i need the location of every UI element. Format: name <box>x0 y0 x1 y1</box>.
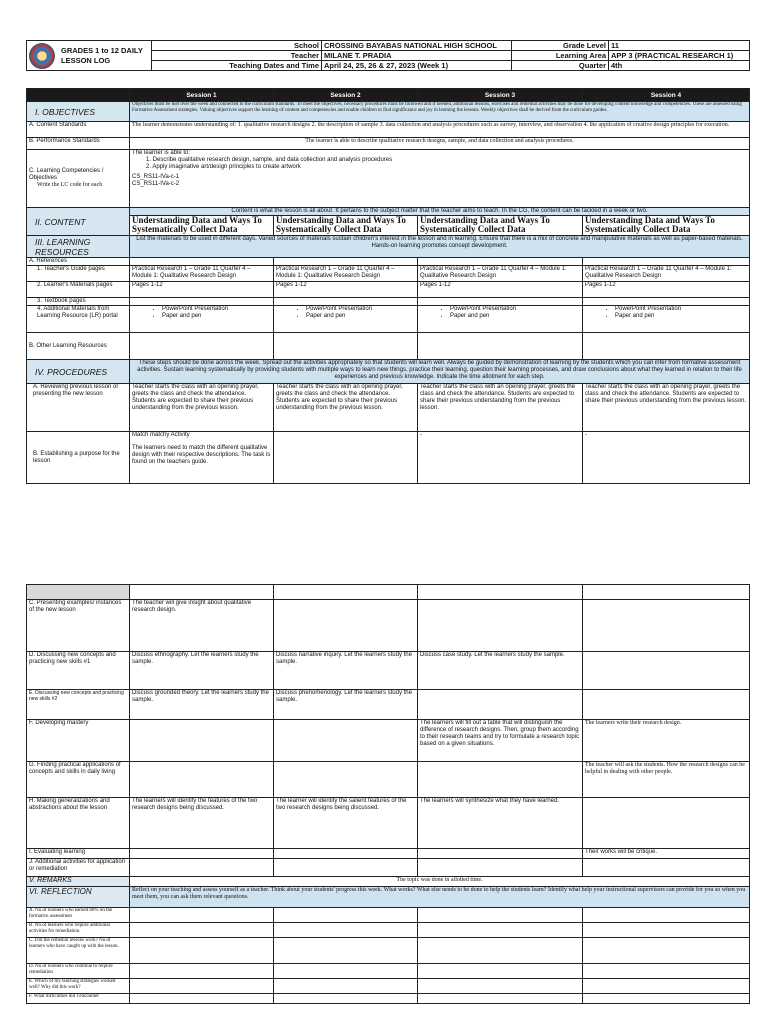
discussing-1-session-3: Discuss case study. Let the learners study the sample. <box>418 652 583 690</box>
reflection-q-b: B. No.of learners who require additional activities for remediation. <box>27 923 130 938</box>
teacher-label: Teacher <box>152 51 322 61</box>
competencies-text-cell <box>130 150 750 208</box>
additional-materials-session-1: • PowerPoint Presentation • Paper and pen <box>130 306 274 333</box>
competencies-intro: The learner is able to: <box>132 150 191 156</box>
discussing-1-label: D. Discussing new concepts and practicing new skills #1 <box>27 652 130 690</box>
school-value: CROSSING BAYABAS NATIONAL HIGH SCHOOL <box>322 41 512 51</box>
learners-materials-session-2: Pages 1-12 <box>274 282 418 298</box>
form-title-line2: LESSON LOG <box>61 55 111 65</box>
presenting-examples-label: C. Presenting examples/ instances of the new lesson <box>27 600 130 652</box>
remarks-heading: V. REMARKS <box>27 877 130 887</box>
discussing-1-session-2: Discuss narrative inquiry. Let the learners study the sample. <box>274 652 418 690</box>
learners-materials-label: 2. Learner's Materials pages <box>27 282 130 298</box>
dates-label: Teaching Dates and Time <box>152 61 322 71</box>
developing-mastery-session-4: The learners write their research design. <box>583 720 750 762</box>
objectives-heading: I. OBJECTIVES <box>27 102 130 122</box>
quarter-value: 4th <box>609 61 750 71</box>
teachers-guide-session-1: Practical Research 1 – Grade 11 Quarter 4 – Module 1: Qualitative Research Design <box>130 266 274 282</box>
header-title-cell <box>27 41 152 71</box>
reflection-q-e: E. Which of my teaching strategies worked well? Why did this work? <box>27 979 130 994</box>
procedures-note: These steps should be done across the week. Spread out the activities appropriately so that students will learn well. Always be guided by demonstration of learning by the students which you can infer from formative assessment activities. Sustain learning systematically by providing students with multiple ways to learn new things, practice their learning, question their learning processes, and draw conclusions about what they learned in relation to their life experiences and previous knowledge. Indicate the time allotment for each step. <box>130 360 750 384</box>
objectives-note: Objectives must be met over the week and connected to the curriculum standards. To meet the objectives, necessary procedures must be followed and if needed, additional lessons, exercises and remedial activities may be done for developing content knowledge and competencies. These are assessed using Formative Assessment strategies. Valuing objectives support the learning of content and competencies and enable children to find significance and joy in learning the lessons. Weekly objectives shall be derived from the curriculum guides. <box>130 102 750 122</box>
grade-level-label: Grade Level <box>512 41 609 51</box>
reviewing-session-1: Teacher starts the class with an opening prayer, greets the class and check the attendance. Students are expected to share their previous understanding from the previous lesson. <box>130 384 274 432</box>
learners-materials-session-4: Pages 1-12 <box>583 282 750 298</box>
references-label: A. References <box>27 258 130 266</box>
lesson-log-page-2 <box>26 584 749 1004</box>
deped-seal-icon <box>29 43 55 69</box>
reviewing-session-3: Teacher starts the class with an opening prayer, greets the class and check the attendance. Students are expected to share their previous understanding from the previous lesson. <box>418 384 583 432</box>
dates-value: April 24, 25, 26 & 27, 2023 (Week 1) <box>322 61 512 71</box>
competencies-label: C. Learning Competencies / Objectives <box>29 168 104 181</box>
topic-session-3: Understanding Data and Ways To Systematically Collect Data <box>418 216 583 236</box>
additional-activities-label: J. Additional activities for application or remediation <box>27 859 130 877</box>
topic-session-1: Understanding Data and Ways To Systematically Collect Data <box>130 216 274 236</box>
procedures-heading: IV. PROCEDURES <box>27 360 130 384</box>
performance-standards-text: The learner is able to describe qualitative research designs, sample, and data collection and analysis procedures. <box>130 138 750 150</box>
grade-level-value: 11 <box>609 41 750 51</box>
practical-applications-label: G. Finding practical applications of concepts and skills in daily living <box>27 762 130 798</box>
learning-resources-note: List the materials to be used in different days. Varied sources of materials sustain children's interest in the lesson and in learning. Ensure that there is a mix of concrete and manipulative materials as well as paper-based materials. Hands-on learning promotes concept development. <box>130 236 750 258</box>
form-title-line1: GRADES 1 to 12 DAILY <box>61 45 143 55</box>
learners-materials-session-3: Pages 1-12 <box>418 282 583 298</box>
performance-standards-label: B. Performance Standards <box>27 138 130 150</box>
purpose-session-3: - <box>418 432 583 484</box>
session-1-header: Session 1 <box>130 89 274 102</box>
developing-mastery-session-3: The learners will fill out a table that will distinguish the difference of research designs. Then, group them according to their research teams and try to formulate a research topic based on a given situations. <box>418 720 583 762</box>
lesson-log-page-1 <box>26 40 749 484</box>
discussing-1-session-1: Discuss ethnography. Let the learners study the sample. <box>130 652 274 690</box>
reflection-q-f: F. What difficulties did I encounter <box>27 994 130 1004</box>
discussing-2-label: E. Discussing new concepts and practicing new skills #2 <box>27 690 130 720</box>
competency-code-2: CS_RS11-IVa-c-2 <box>132 181 180 187</box>
reflection-heading: VI. REFLECTION <box>27 887 130 908</box>
generalizations-session-3: The learners will synthesize what they have learned. <box>418 798 583 849</box>
session-4-header: Session 4 <box>583 89 750 102</box>
discussing-2-session-2: Discuss phenomenology. Let the learners study the sample. <box>274 690 418 720</box>
additional-materials-session-2: • PowerPoint Presentation • Paper and pen <box>274 306 418 333</box>
competency-2: 2. Apply imaginative art/design principles to create artwork <box>146 164 301 170</box>
purpose-session-4: - <box>583 432 750 484</box>
topic-session-4: Understanding Data and Ways To Systematically Collect Data <box>583 216 750 236</box>
competency-1: 1. Describe qualitative research design, sample, and data collection and analysis procedures <box>146 157 393 163</box>
reviewing-session-4: Teacher starts the class with an opening prayer, greets the class and check the attendance. Students are expected to share their previous understanding from the previous lesson. <box>583 384 750 432</box>
school-label: School <box>152 41 322 51</box>
learners-materials-session-1: Pages 1-12 <box>130 282 274 298</box>
remarks-text: The topic was done in allotted time. <box>130 877 750 887</box>
additional-materials-session-4: • PowerPoint Presentation • Paper and pen <box>583 306 750 333</box>
presenting-examples-session-1: The teacher will give insight about qualitative research design. <box>130 600 274 652</box>
learning-area-label: Learning Area <box>512 51 609 61</box>
reflection-note: Reflect on your teaching and assess yourself as a teacher. Think about your students' progress this week. What works? What else needs to be done to help the students learn? Identify what help your instructional supervisors can provide for you so when you meet them, you can ask them relevant questions. <box>130 887 750 908</box>
other-resources-label: B. Other Learning Resources <box>27 333 130 360</box>
content-note: Content is what the lesson is all about. It pertains to the subject matter that the teacher aims to teach. In the CG, the content can be tackled in a week or two. <box>130 208 750 216</box>
teacher-value: MILANE T. PRADIA <box>322 51 512 61</box>
content-standards-label: A. Content Standards <box>27 122 130 138</box>
purpose-label: B. Establishing a purpose for the lesson <box>27 432 130 484</box>
main-table-1 <box>26 88 750 484</box>
purpose-session-1: Match matchy Activity The learners need to match the different qualitative design with their respective descriptions. The task is found on the teachers guide. <box>130 432 274 484</box>
competency-code-1: CS_RS11-IVa-c-1 <box>132 174 180 180</box>
teachers-guide-session-2: Practical Research 1 – Grade 11 Quarter 4 – Module 1: Qualitative Research Design <box>274 266 418 282</box>
reflection-q-a: A. No.of learners who earned 80% on the formative assessment <box>27 908 130 923</box>
reviewing-session-2: Teacher starts the class with an opening prayer, greets the class and check the attendance. Students are expected to share their previous understanding from the previous lesson. <box>274 384 418 432</box>
practical-applications-session-4: The teacher will ask the students. How the research designs can be helpful in dealing with other people. <box>583 762 750 798</box>
teachers-guide-session-3: Practical Research 1 – Grade 11 Quarter 4 – Module 1: Qualitative Research Design <box>418 266 583 282</box>
session-2-header: Session 2 <box>274 89 418 102</box>
additional-materials-label: 4. Additional Materials from Learning Resource (LR) portal <box>27 306 130 333</box>
competencies-sublabel: Write the LC code for each <box>37 182 103 188</box>
reflection-q-c: C. Did the remedial lessons work? No.of learners who have caught up with the lesson. <box>27 938 130 964</box>
teachers-guide-label: 1. Teacher's Guide pages <box>27 266 130 282</box>
topic-session-2: Understanding Data and Ways To Systematically Collect Data <box>274 216 418 236</box>
evaluating-session-4: Their works will be critique. <box>583 849 750 859</box>
textbook-label: 3. Textbook pages <box>27 298 130 306</box>
generalizations-label: H. Making generalizations and abstractions about the lesson <box>27 798 130 849</box>
main-table-2 <box>26 584 750 1004</box>
evaluating-label: I. Evaluating learning <box>27 849 130 859</box>
developing-mastery-label: F. Developing mastery <box>27 720 130 762</box>
discussing-2-session-1: Discuss grounded theory. Let the learners study the sample. <box>130 690 274 720</box>
content-standards-text: The learner demonstrates understanding of: 1. qualitative research designs 2. the description of sample 3. data collection and analysis procedures such as survey, interview, and observation 4. the application of creative design principles for execution. <box>130 122 750 138</box>
learning-area-value: APP 3 (PRACTICAL RESEARCH 1) <box>609 51 750 61</box>
competencies-cell <box>27 150 130 208</box>
quarter-label: Quarter <box>512 61 609 71</box>
content-heading: II. CONTENT <box>27 208 130 236</box>
generalizations-session-2: The learner will identify the salient features of the two research designs being discussed. <box>274 798 418 849</box>
teachers-guide-session-4: Practical Research 1 – Grade 11 Quarter 4 – Module 1: Qualitative Research Design <box>583 266 750 282</box>
session-header-row <box>27 89 750 102</box>
header-table <box>26 40 750 71</box>
reflection-q-d: D. No.of learners who continue to require remediation <box>27 964 130 979</box>
additional-materials-session-3: • PowerPoint Presentation • Paper and pen <box>418 306 583 333</box>
reviewing-lesson-label: A. Reviewing previous lesson or presenting the new lesson <box>27 384 130 432</box>
session-3-header: Session 3 <box>418 89 583 102</box>
learning-resources-heading: III. LEARNING RESOURCES <box>27 236 130 258</box>
generalizations-session-1: The learners will identify the features of the two research designs being discussed. <box>130 798 274 849</box>
